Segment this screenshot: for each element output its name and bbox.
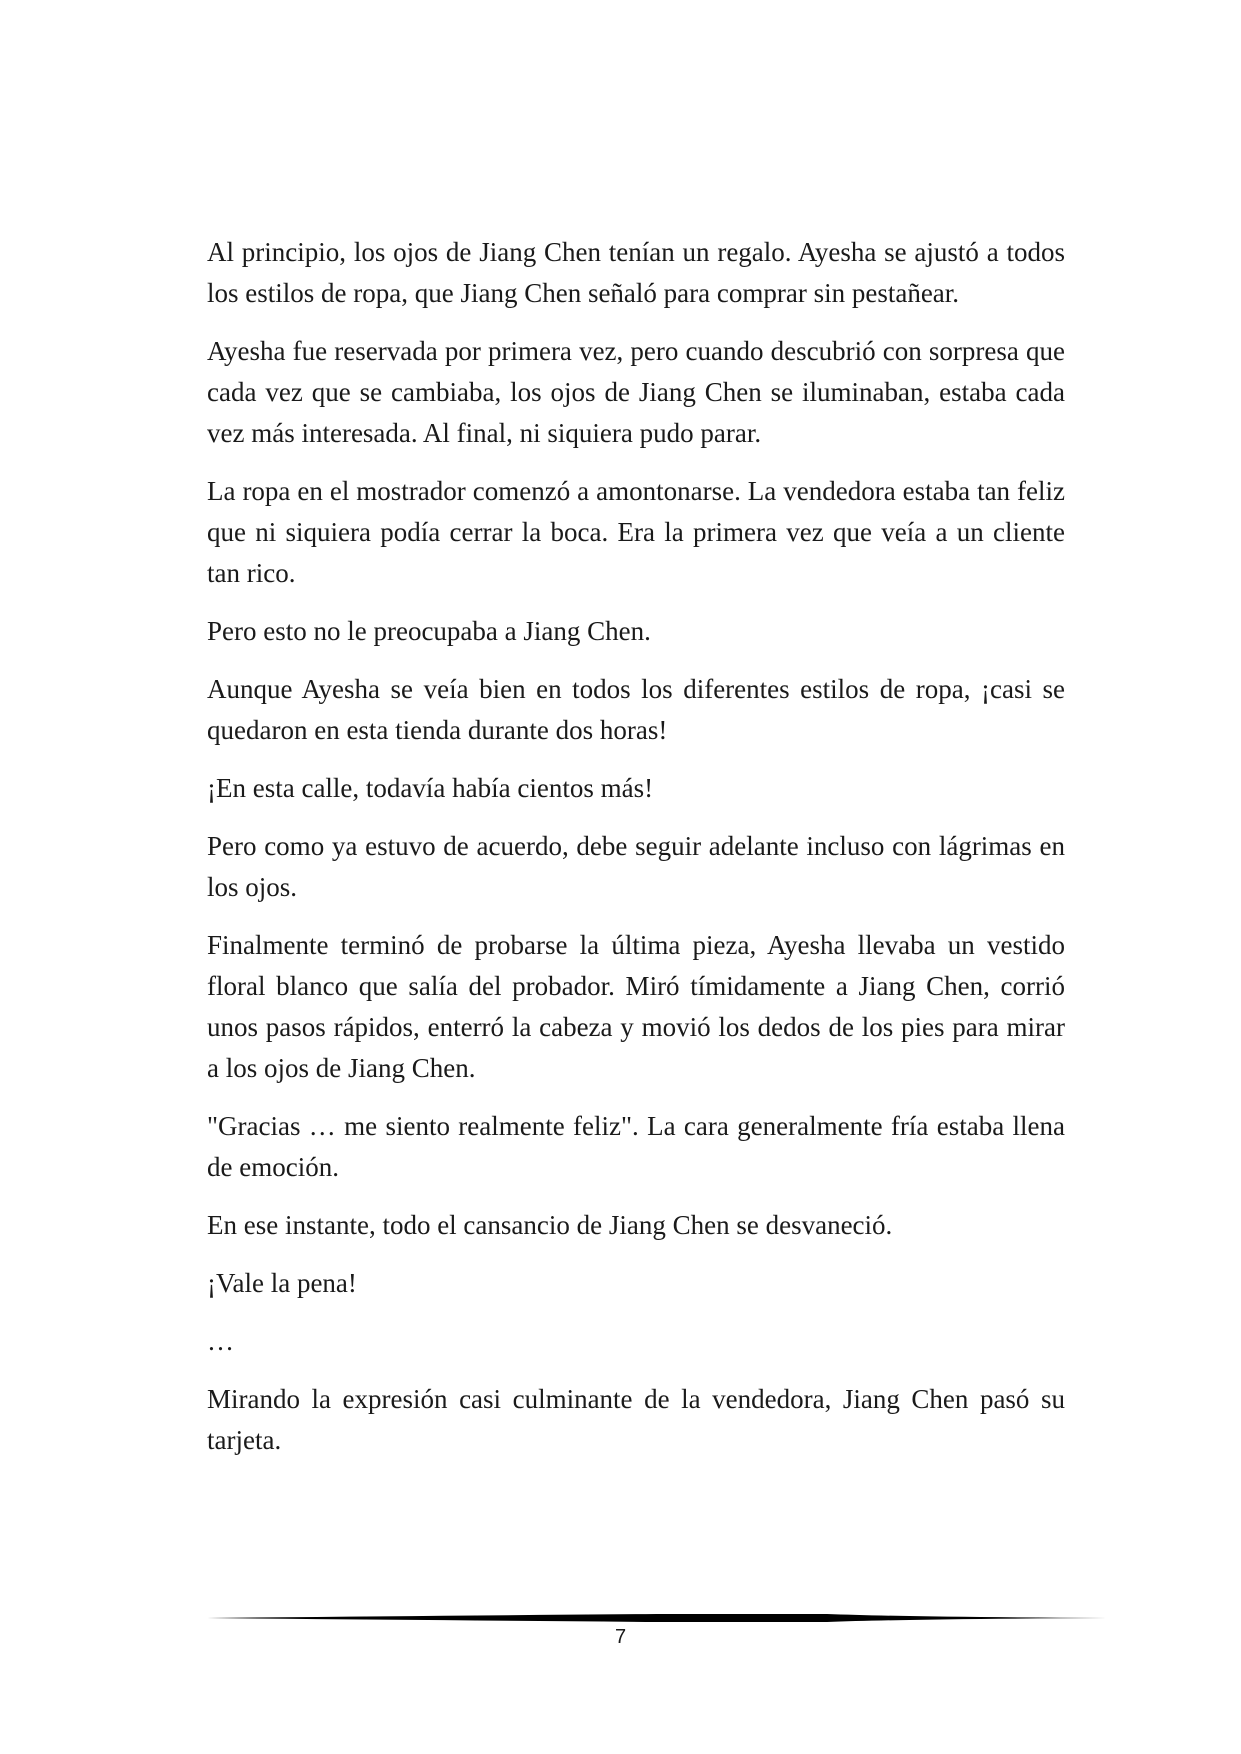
paragraph: Mirando la expresión casi culminante de la vendedora, Jiang Chen pasó su tarjeta. (207, 1384, 1065, 1455)
paragraph: … (207, 1326, 234, 1356)
paragraph: La ropa en el mostrador comenzó a amontonarse. La vendedora estaba tan feliz que ni siquiera podía cerrar la boca. Era la primera vez que veía a un cliente tan rico. (207, 476, 1065, 588)
paragraph: "Gracias … me siento realmente feliz". La cara generalmente fría estaba llena de emoción. (207, 1111, 1065, 1182)
paragraph: Pero esto no le preocupaba a Jiang Chen. (207, 616, 651, 646)
page-number: 7 (614, 1626, 627, 1648)
paragraph: Pero como ya estuvo de acuerdo, debe seguir adelante incluso con lágrimas en los ojos. (207, 831, 1065, 902)
footer-divider (207, 1613, 1107, 1623)
paragraph: En ese instante, todo el cansancio de Jiang Chen se desvaneció. (207, 1210, 893, 1240)
paragraph: ¡En esta calle, todavía había cientos más! (207, 773, 654, 803)
paragraph: Al principio, los ojos de Jiang Chen tenían un regalo. Ayesha se ajustó a todos los estilos de ropa, que Jiang Chen señaló para comprar sin pestañear. (207, 237, 1065, 308)
paragraph: Aunque Ayesha se veía bien en todos los diferentes estilos de ropa, ¡casi se quedaron en esta tienda durante dos horas! (207, 674, 1065, 745)
paragraph: ¡Vale la pena! (207, 1268, 357, 1298)
body-text (207, 232, 1065, 1478)
paragraph: Finalmente terminó de probarse la última pieza, Ayesha llevaba un vestido floral blanco que salía del probador. Miró tímidamente a Jiang Chen, corrió unos pasos rápidos, enterró la cabeza y movió los dedos de los pies para mirar a los ojos de Jiang Chen. (207, 930, 1065, 1083)
paragraph: Ayesha fue reservada por primera vez, pero cuando descubrió con sorpresa que cada vez que se cambiaba, los ojos de Jiang Chen se iluminaban, estaba cada vez más interesada. Al final, ni siquiera pudo parar. (207, 336, 1065, 448)
